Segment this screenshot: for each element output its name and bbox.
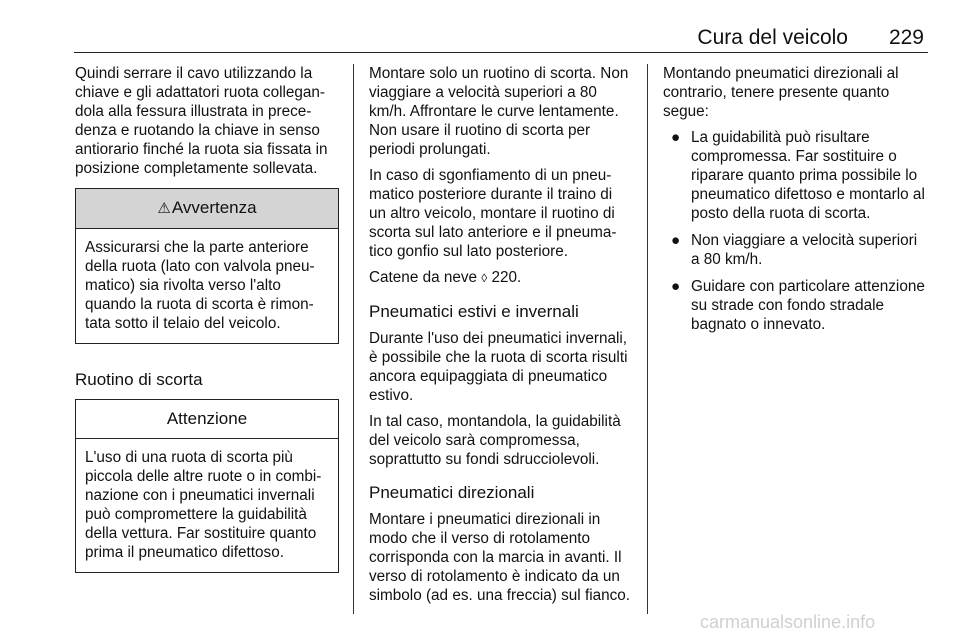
reference-text: Catene da neve <box>369 269 478 286</box>
list-item <box>663 128 927 223</box>
section-title: Cura del veicolo <box>697 26 848 49</box>
caution-box <box>75 399 339 573</box>
bullet-icon: ● <box>671 232 681 249</box>
list-item-text: La guidabilità può risultare compromessa. Far sostituire o riparare quanto prima possibile lo pneumatico difettoso e montarlo al posto della ruota di scorta. <box>691 129 925 222</box>
bullet-list <box>663 128 927 334</box>
paragraph: Montare i pneumatici direzionali in modo che il verso di rotolamento corrisponda con la marcia in avanti. Il verso di rotolamento è indicato da un simbolo (ad es. una freccia) sul fianco. <box>369 511 631 604</box>
page-number: 229 <box>888 26 924 49</box>
reference-page: 220. <box>491 269 522 286</box>
column-divider <box>353 64 354 614</box>
warning-title-text: Avvertenza <box>171 198 257 217</box>
cross-reference <box>369 268 633 288</box>
list-item <box>663 231 927 269</box>
caution-body: L'uso di una ruota di scorta più piccola delle altre ruote o in combinazione con i pneumatici invernali può compromettere la guidabilità della vettura. Far sostituire quanto prima il pneumatico difettoso. <box>85 449 322 561</box>
column-right <box>663 64 927 342</box>
bullet-icon: ● <box>671 278 681 295</box>
section-heading: Pneumatici estivi e invernali <box>369 302 579 321</box>
list-item <box>663 277 927 334</box>
caution-title: Attenzione <box>76 400 338 439</box>
column-left <box>75 64 339 573</box>
column-divider <box>647 64 648 614</box>
warning-box <box>75 188 339 344</box>
paragraph: Durante l'uso dei pneumatici invernali, è possibile che la ruota di scorta risulti ancora equipaggiata di pneumatico estivo. <box>369 330 628 404</box>
paragraph: Montare solo un ruotino di scorta. Non viaggiare a velocità superiori a 80 km/h. Affrontare le curve lentamente. Non usare il ruotino di scorta per periodi prolungati. <box>369 65 629 158</box>
paragraph: In caso di sgonfiamento di un pneumatico posteriore durante il traino di un altro veicolo, montare il ruotino di scorta sul lato anteriore e il pneumatico gonfio sul lato posteriore. <box>369 167 617 260</box>
warning-body: Assicurarsi che la parte anteriore della ruota (lato con valvola pneumatico) sia rivolta verso l'alto quando la ruota di scorta è rimontata sotto il telaio del veicolo. <box>85 239 315 332</box>
page-header <box>74 24 928 53</box>
section-heading: Ruotino di scorta <box>75 370 203 389</box>
page-reference-icon: ◊ <box>481 271 488 285</box>
watermark: carmanualsonline.info <box>700 612 876 632</box>
list-item-text: Non viaggiare a velocità superiori a 80 km/h. <box>691 232 918 268</box>
paragraph: In tal caso, montandola, la guidabilità del veicolo sarà compromessa, soprattutto su fondi sdrucciolevoli. <box>369 413 621 468</box>
column-middle <box>369 64 633 612</box>
warning-title <box>76 189 338 229</box>
list-item-text: Guidare con particolare attenzione su strade con fondo stradale bagnato o innevato. <box>691 278 925 333</box>
warning-triangle-icon: ⚠ <box>157 200 171 217</box>
paragraph: Quindi serrare il cavo utilizzando la chiave e gli adattatori ruota collegandola alla fessura illustrata in precedenza e ruotando la chiave in senso antiorario finché la ruota sia fissata in posizione completamente sollevata. <box>75 65 328 177</box>
section-heading: Pneumatici direzionali <box>369 483 535 502</box>
paragraph: Montando pneumatici direzionali al contrario, tenere presente quanto segue: <box>663 65 899 120</box>
bullet-icon: ● <box>671 129 681 146</box>
